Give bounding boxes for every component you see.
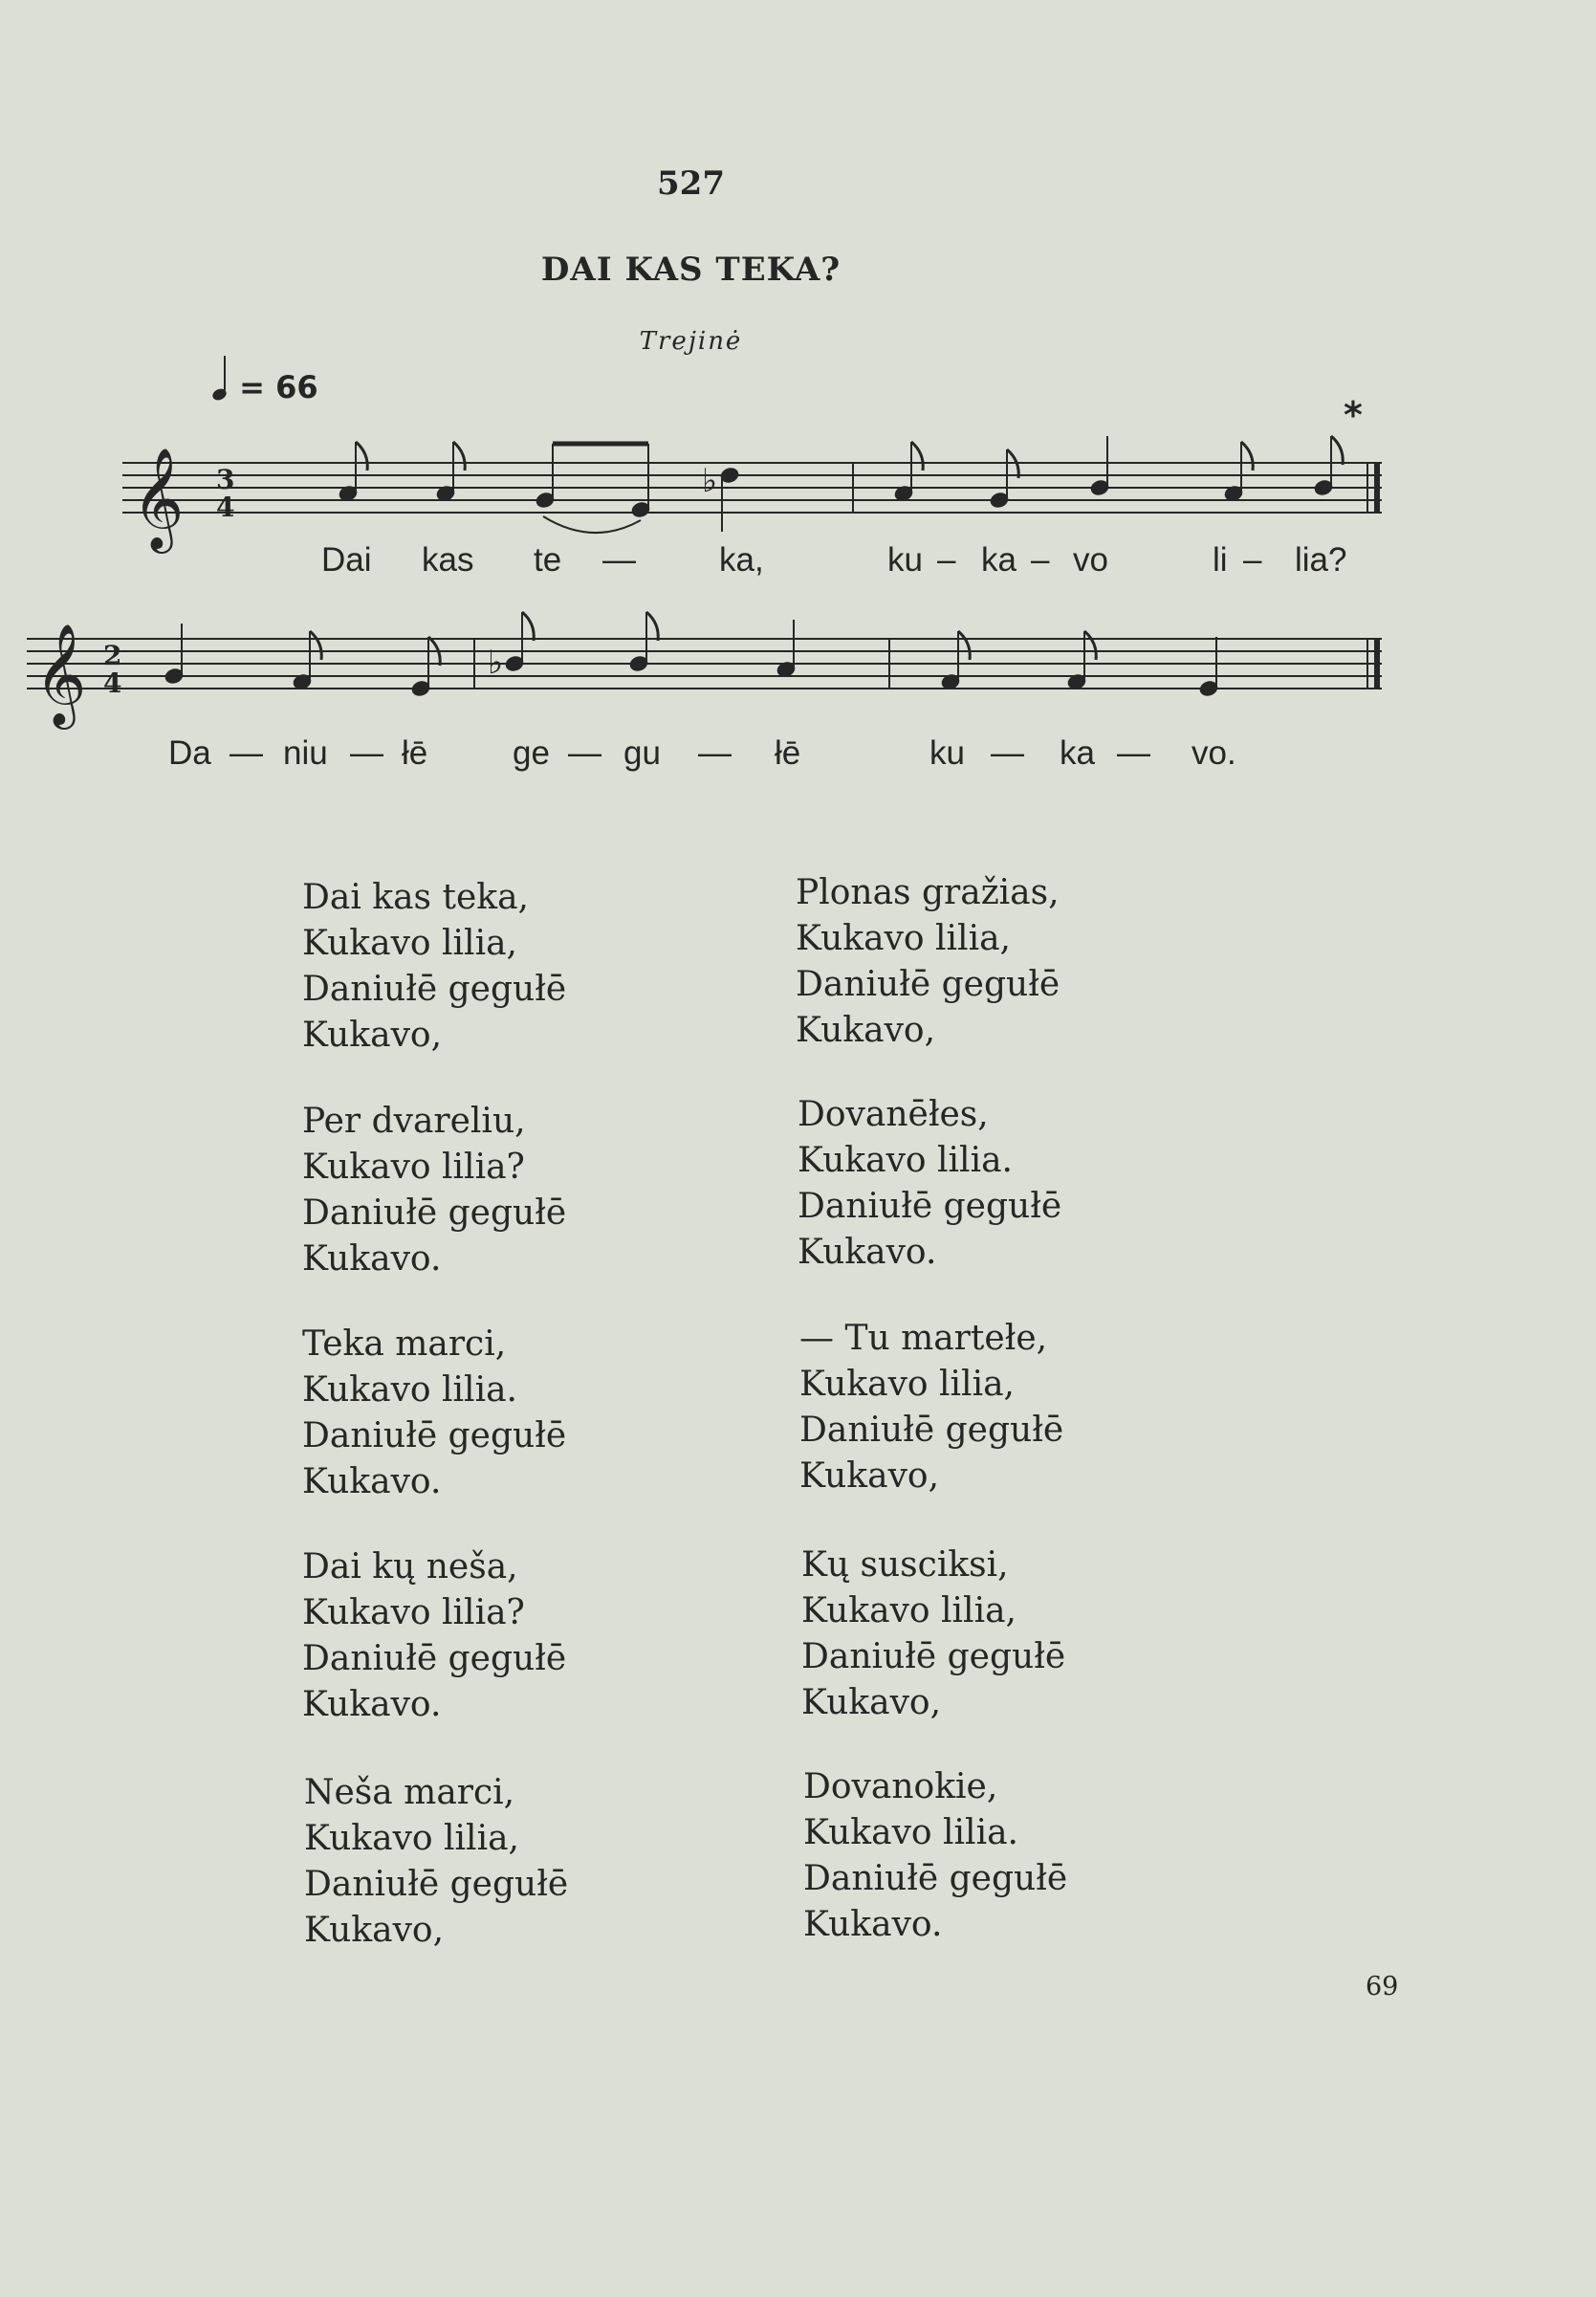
song-number: 527 [657, 164, 725, 203]
lyric-syllable: lia? [1295, 541, 1347, 579]
stanza-line: Kukavo, [799, 1456, 940, 1496]
lyric-syllable: vo [1073, 541, 1108, 579]
lyric-syllable: ka [981, 541, 1017, 579]
staff-1 [122, 463, 1382, 513]
song-subtitle: Trejinė [639, 327, 743, 356]
stanza-line: Kukavo lilia? [302, 1593, 525, 1632]
lyric-hyphen: – [1243, 541, 1262, 579]
asterisk-mark: * [1344, 394, 1363, 436]
lyric-hyphen: — [991, 734, 1024, 772]
staff-1-notes [132, 436, 1343, 554]
stanza-line: Daniułē gegułē [302, 1193, 567, 1233]
staff-2 [27, 639, 1382, 689]
stanza-line: Kukavo lilia? [302, 1148, 525, 1187]
lyric-hyphen: – [937, 541, 956, 579]
stanza-line: Kukavo lilia, [799, 1365, 1015, 1404]
lyric-syllable: gu [623, 734, 661, 772]
lyric-syllable: ka [1060, 734, 1095, 772]
treble-clef-icon: 𝄞 [132, 447, 185, 549]
lyric-syllable: łē [402, 734, 428, 772]
music-notation [0, 0, 1596, 784]
stanza-line: Neša marci, [304, 1773, 515, 1812]
stanza-left-5 [304, 1770, 568, 1954]
stanza-line: Kukavo lilia, [304, 1819, 519, 1858]
lyric-syllable: Dai [321, 541, 372, 579]
flat-icon: ♭ [488, 644, 504, 682]
lyric-syllable: ku [929, 734, 965, 772]
stanza-right-5 [803, 1764, 1067, 1948]
time-signature-bottom: 4 [216, 492, 235, 523]
stanza-right-3 [799, 1316, 1063, 1499]
stanza-line: Dai kų neša, [302, 1547, 518, 1586]
stanza-right-1 [796, 870, 1060, 1054]
time-signature-top: 2 [103, 640, 122, 671]
tempo-value: = 66 [239, 369, 318, 405]
stanza-line: Dovanēłes, [798, 1095, 989, 1134]
lyric-syllable: li [1213, 541, 1228, 579]
lyric-syllable: łē [775, 734, 801, 772]
stanza-line: Kukavo lilia. [803, 1813, 1018, 1852]
stanza-line: Kukavo lilia, [796, 919, 1011, 958]
stanza-left-4 [302, 1544, 566, 1728]
stanza-line: Kukavo lilia, [801, 1591, 1017, 1630]
stanza-line: Daniułē gegułē [302, 1416, 567, 1455]
treble-clef-icon: 𝄞 [34, 623, 87, 725]
time-signature-top: 3 [216, 464, 235, 495]
stanza-line: Kų susciksi, [801, 1545, 1009, 1585]
lyric-syllable: kas [422, 541, 474, 579]
stanza-line: Kukavo. [798, 1233, 937, 1272]
lyric-hyphen: — [602, 541, 636, 579]
lyric-syllable: ge [513, 734, 550, 772]
stanza-line: Kukavo. [803, 1905, 943, 1944]
stanza-line: Per dvareliu, [302, 1102, 526, 1141]
lyric-syllable: Da [168, 734, 211, 772]
stanza-right-4 [801, 1542, 1065, 1726]
stanza-line: Dai kas teka, [302, 878, 529, 917]
page-number: 69 [1366, 1972, 1399, 2002]
lyric-syllable: te [534, 541, 562, 579]
stanza-line: Kukavo. [302, 1685, 442, 1724]
stanza-line: Daniułē gegułē [304, 1865, 569, 1904]
stanza-line: Kukavo, [304, 1911, 445, 1950]
stanza-line: Kukavo lilia. [302, 1370, 517, 1410]
lyric-syllable: ku [887, 541, 923, 579]
stanza-line: Kukavo lilia, [302, 924, 517, 963]
lyric-hyphen: — [568, 734, 601, 772]
lyric-hyphen: — [698, 734, 732, 772]
stanza-line: Plonas gražias, [796, 873, 1060, 912]
stanza-line: Daniułē gegułē [302, 1639, 567, 1678]
slur [543, 516, 641, 533]
stanza-line: Daniułē gegułē [801, 1637, 1066, 1676]
stanza-line: Daniułē gegułē [798, 1187, 1062, 1226]
stanza-line: Daniułē gegułē [803, 1859, 1068, 1898]
stanza-left-1 [302, 875, 566, 1059]
lyric-hyphen: – [1031, 541, 1050, 579]
stanza-line: Dovanokie, [803, 1767, 998, 1806]
stanza-line: Kukavo. [302, 1239, 442, 1279]
stanza-left-3 [302, 1322, 566, 1505]
lyric-hyphen: — [230, 734, 263, 772]
stanza-line: Kukavo, [796, 1011, 936, 1050]
lyric-hyphen: — [1117, 734, 1150, 772]
stanza-left-2 [302, 1099, 566, 1282]
lyric-syllable: niu [283, 734, 328, 772]
lyric-syllable: vo. [1192, 734, 1236, 772]
flat-icon: ♭ [702, 462, 718, 500]
stanza-line: Kukavo lilia. [798, 1141, 1013, 1180]
stanza-line: Kukavo, [302, 1016, 443, 1055]
lyric-syllable: ka, [719, 541, 764, 579]
stanza-line: — Tu martełe, [799, 1319, 1048, 1358]
stanza-line: Kukavo, [801, 1683, 942, 1722]
time-signature-bottom: 4 [103, 667, 122, 699]
staff-2-notes [34, 612, 1219, 730]
stanza-line: Teka marci, [302, 1324, 507, 1364]
stanza-line: Daniułē gegułē [796, 965, 1060, 1004]
stanza-line: Daniułē gegułē [799, 1411, 1064, 1450]
stanza-line: Daniułē gegułē [302, 970, 567, 1009]
song-title: DAI KAS TEKA? [540, 251, 842, 289]
lyric-hyphen: — [350, 734, 383, 772]
stanza-line: Kukavo. [302, 1462, 442, 1501]
stanza-right-2 [798, 1092, 1061, 1276]
